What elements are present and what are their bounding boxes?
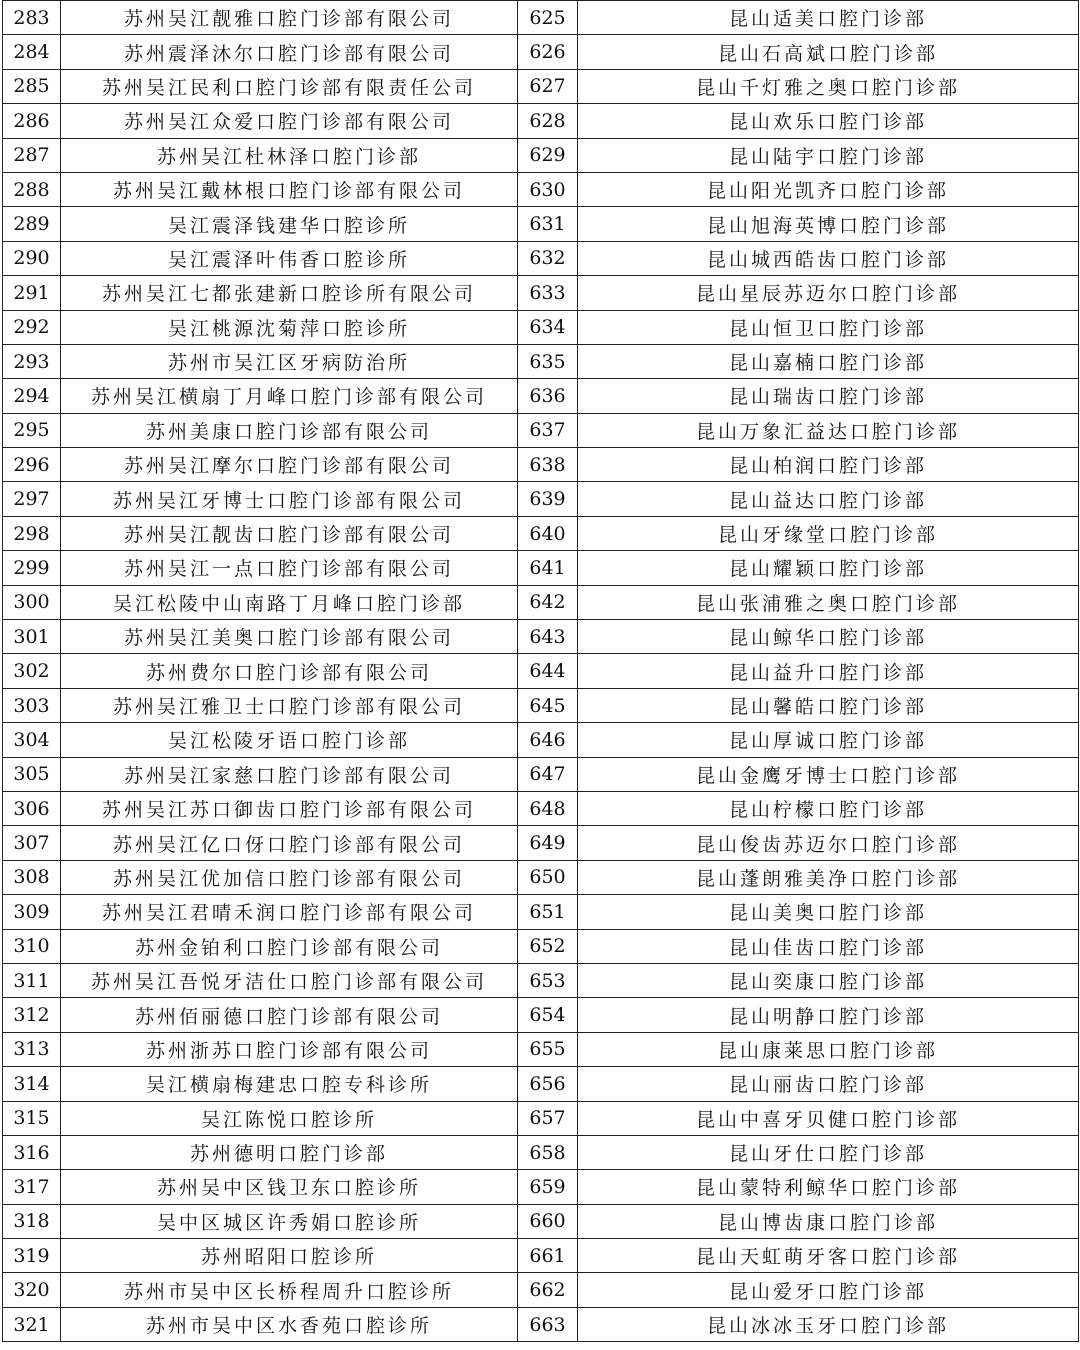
table-row [3, 1135, 1079, 1169]
row-number-left: 316 [3, 1135, 61, 1169]
row-number-left: 308 [3, 860, 61, 894]
clinic-name-left: 苏州吴江靓雅口腔门诊部有限公司 [61, 1, 518, 35]
row-number-right: 662 [518, 1273, 578, 1307]
row-number-left: 319 [3, 1239, 61, 1273]
table-row [3, 929, 1079, 963]
clinic-name-left: 苏州吴江众爱口腔门诊部有限公司 [61, 104, 518, 138]
row-number-left: 287 [3, 138, 61, 172]
clinic-name-left: 苏州吴中区钱卫东口腔诊所 [61, 1170, 518, 1204]
table-row [3, 1067, 1079, 1101]
clinic-name-left: 吴江震泽叶伟香口腔诊所 [61, 241, 518, 275]
row-number-right: 625 [518, 1, 578, 35]
row-number-right: 646 [518, 723, 578, 757]
row-number-left: 292 [3, 310, 61, 344]
table-body [3, 1, 1079, 1342]
row-number-left: 317 [3, 1170, 61, 1204]
clinic-name-left: 苏州吴江牙博士口腔门诊部有限公司 [61, 482, 518, 516]
clinic-name-right: 昆山博齿康口腔门诊部 [578, 1204, 1079, 1238]
row-number-right: 657 [518, 1101, 578, 1135]
row-number-left: 293 [3, 344, 61, 378]
row-number-left: 289 [3, 207, 61, 241]
table-row [3, 1204, 1079, 1238]
clinic-name-left: 吴江陈悦口腔诊所 [61, 1101, 518, 1135]
clinic-name-right: 昆山牙缘堂口腔门诊部 [578, 516, 1079, 550]
clinic-name-left: 苏州吴江吾悦牙洁仕口腔门诊部有限公司 [61, 963, 518, 997]
table-row [3, 585, 1079, 619]
clinic-name-left: 苏州佰丽德口腔门诊部有限公司 [61, 998, 518, 1032]
clinic-name-left: 苏州吴江美奥口腔门诊部有限公司 [61, 620, 518, 654]
row-number-left: 295 [3, 413, 61, 447]
table-row [3, 241, 1079, 275]
clinic-name-left: 苏州吴江亿口伢口腔门诊部有限公司 [61, 826, 518, 860]
table-row [3, 723, 1079, 757]
clinic-name-right: 昆山城西皓齿口腔门诊部 [578, 241, 1079, 275]
row-number-left: 296 [3, 448, 61, 482]
row-number-right: 639 [518, 482, 578, 516]
clinic-name-left: 吴江横扇梅建忠口腔专科诊所 [61, 1067, 518, 1101]
row-number-right: 626 [518, 35, 578, 69]
row-number-left: 300 [3, 585, 61, 619]
table-row [3, 207, 1079, 241]
table-row [3, 172, 1079, 206]
row-number-right: 651 [518, 895, 578, 929]
table-row [3, 1101, 1079, 1135]
clinic-name-left: 苏州昭阳口腔诊所 [61, 1239, 518, 1273]
clinic-name-left: 苏州吴江苏口御齿口腔门诊部有限公司 [61, 791, 518, 825]
table-row [3, 104, 1079, 138]
clinic-name-right: 昆山耀颖口腔门诊部 [578, 551, 1079, 585]
row-number-left: 310 [3, 929, 61, 963]
table-row [3, 310, 1079, 344]
clinic-name-right: 昆山张浦雅之奥口腔门诊部 [578, 585, 1079, 619]
row-number-right: 640 [518, 516, 578, 550]
table-row [3, 69, 1079, 103]
row-number-right: 630 [518, 172, 578, 206]
clinic-name-left: 苏州金铂利口腔门诊部有限公司 [61, 929, 518, 963]
row-number-left: 321 [3, 1307, 61, 1341]
row-number-right: 628 [518, 104, 578, 138]
clinic-name-left: 苏州吴江雅卫士口腔门诊部有限公司 [61, 688, 518, 722]
clinic-name-left: 苏州吴江横扇丁月峰口腔门诊部有限公司 [61, 379, 518, 413]
table-row [3, 998, 1079, 1032]
clinic-name-right: 昆山中喜牙贝健口腔门诊部 [578, 1101, 1079, 1135]
table-row [3, 757, 1079, 791]
clinic-name-right: 昆山美奥口腔门诊部 [578, 895, 1079, 929]
row-number-left: 302 [3, 654, 61, 688]
clinic-name-right: 昆山蒙特利鲸华口腔门诊部 [578, 1170, 1079, 1204]
row-number-right: 652 [518, 929, 578, 963]
table-row [3, 791, 1079, 825]
row-number-left: 305 [3, 757, 61, 791]
clinic-name-left: 苏州市吴中区长桥程周升口腔诊所 [61, 1273, 518, 1307]
clinic-name-left: 苏州吴江一点口腔门诊部有限公司 [61, 551, 518, 585]
clinic-name-right: 昆山嘉楠口腔门诊部 [578, 344, 1079, 378]
clinic-name-right: 昆山适美口腔门诊部 [578, 1, 1079, 35]
clinic-name-right: 昆山明静口腔门诊部 [578, 998, 1079, 1032]
clinic-name-left: 吴江松陵中山南路丁月峰口腔门诊部 [61, 585, 518, 619]
row-number-left: 318 [3, 1204, 61, 1238]
clinic-name-left: 苏州吴江民利口腔门诊部有限责任公司 [61, 69, 518, 103]
clinic-name-right: 昆山旭海英博口腔门诊部 [578, 207, 1079, 241]
row-number-right: 643 [518, 620, 578, 654]
table-row [3, 276, 1079, 310]
row-number-left: 314 [3, 1067, 61, 1101]
clinic-name-left: 苏州美康口腔门诊部有限公司 [61, 413, 518, 447]
table-row [3, 1170, 1079, 1204]
clinic-name-left: 苏州吴江杜林泽口腔门诊部 [61, 138, 518, 172]
clinic-name-right: 昆山益升口腔门诊部 [578, 654, 1079, 688]
clinic-name-left: 苏州市吴江区牙病防治所 [61, 344, 518, 378]
row-number-left: 291 [3, 276, 61, 310]
clinic-name-left: 苏州费尔口腔门诊部有限公司 [61, 654, 518, 688]
row-number-right: 635 [518, 344, 578, 378]
row-number-right: 637 [518, 413, 578, 447]
row-number-left: 298 [3, 516, 61, 550]
table-row [3, 344, 1079, 378]
clinic-name-right: 昆山厚诚口腔门诊部 [578, 723, 1079, 757]
row-number-left: 290 [3, 241, 61, 275]
row-number-left: 297 [3, 482, 61, 516]
row-number-right: 663 [518, 1307, 578, 1341]
table-row [3, 379, 1079, 413]
clinic-list-table [2, 0, 1079, 1342]
clinic-name-left: 苏州吴江戴林根口腔门诊部有限公司 [61, 172, 518, 206]
table-row [3, 826, 1079, 860]
clinic-name-left: 苏州吴江靓齿口腔门诊部有限公司 [61, 516, 518, 550]
clinic-name-right: 昆山俊齿苏迈尔口腔门诊部 [578, 826, 1079, 860]
clinic-name-right: 昆山柠檬口腔门诊部 [578, 791, 1079, 825]
clinic-name-right: 昆山天虹萌牙客口腔门诊部 [578, 1239, 1079, 1273]
clinic-name-right: 昆山牙仕口腔门诊部 [578, 1135, 1079, 1169]
clinic-name-right: 昆山冰冰玉牙口腔门诊部 [578, 1307, 1079, 1341]
row-number-right: 658 [518, 1135, 578, 1169]
row-number-right: 656 [518, 1067, 578, 1101]
row-number-left: 315 [3, 1101, 61, 1135]
row-number-right: 659 [518, 1170, 578, 1204]
row-number-left: 294 [3, 379, 61, 413]
table-row [3, 35, 1079, 69]
row-number-left: 283 [3, 1, 61, 35]
clinic-name-right: 昆山康莱思口腔门诊部 [578, 1032, 1079, 1066]
row-number-left: 301 [3, 620, 61, 654]
clinic-name-right: 昆山欢乐口腔门诊部 [578, 104, 1079, 138]
clinic-name-right: 昆山瑞齿口腔门诊部 [578, 379, 1079, 413]
clinic-name-right: 昆山石高斌口腔门诊部 [578, 35, 1079, 69]
row-number-left: 303 [3, 688, 61, 722]
row-number-left: 284 [3, 35, 61, 69]
row-number-right: 644 [518, 654, 578, 688]
clinic-name-right: 昆山馨皓口腔门诊部 [578, 688, 1079, 722]
row-number-right: 661 [518, 1239, 578, 1273]
clinic-name-left: 苏州浙苏口腔门诊部有限公司 [61, 1032, 518, 1066]
clinic-name-left: 苏州吴江家慈口腔门诊部有限公司 [61, 757, 518, 791]
row-number-left: 311 [3, 963, 61, 997]
clinic-name-right: 昆山丽齿口腔门诊部 [578, 1067, 1079, 1101]
clinic-name-right: 昆山佳齿口腔门诊部 [578, 929, 1079, 963]
row-number-right: 631 [518, 207, 578, 241]
row-number-right: 653 [518, 963, 578, 997]
row-number-left: 306 [3, 791, 61, 825]
row-number-right: 629 [518, 138, 578, 172]
table-row [3, 1, 1079, 35]
row-number-left: 299 [3, 551, 61, 585]
clinic-name-left: 苏州吴江摩尔口腔门诊部有限公司 [61, 448, 518, 482]
table-row [3, 1307, 1079, 1341]
row-number-left: 307 [3, 826, 61, 860]
clinic-name-right: 昆山星辰苏迈尔口腔门诊部 [578, 276, 1079, 310]
clinic-name-left: 吴江桃源沈菊萍口腔诊所 [61, 310, 518, 344]
clinic-name-right: 昆山爱牙口腔门诊部 [578, 1273, 1079, 1307]
clinic-name-right: 昆山恒卫口腔门诊部 [578, 310, 1079, 344]
clinic-name-right: 昆山柏润口腔门诊部 [578, 448, 1079, 482]
table-row [3, 860, 1079, 894]
row-number-left: 313 [3, 1032, 61, 1066]
row-number-right: 634 [518, 310, 578, 344]
row-number-right: 648 [518, 791, 578, 825]
table-row [3, 654, 1079, 688]
table-row [3, 413, 1079, 447]
table-row [3, 963, 1079, 997]
clinic-name-right: 昆山陆宇口腔门诊部 [578, 138, 1079, 172]
row-number-right: 632 [518, 241, 578, 275]
table-row [3, 138, 1079, 172]
clinic-name-right: 昆山鲸华口腔门诊部 [578, 620, 1079, 654]
clinic-name-left: 苏州吴江君晴禾润口腔门诊部有限公司 [61, 895, 518, 929]
row-number-left: 288 [3, 172, 61, 206]
table-row [3, 895, 1079, 929]
table-row [3, 620, 1079, 654]
row-number-right: 660 [518, 1204, 578, 1238]
clinic-name-right: 昆山万象汇益达口腔门诊部 [578, 413, 1079, 447]
table-row [3, 1239, 1079, 1273]
clinic-name-left: 苏州震泽沐尔口腔门诊部有限公司 [61, 35, 518, 69]
row-number-right: 641 [518, 551, 578, 585]
clinic-name-left: 吴江震泽钱建华口腔诊所 [61, 207, 518, 241]
table-row [3, 448, 1079, 482]
table-row [3, 516, 1079, 550]
clinic-name-left: 苏州德明口腔门诊部 [61, 1135, 518, 1169]
row-number-right: 627 [518, 69, 578, 103]
row-number-left: 312 [3, 998, 61, 1032]
clinic-name-right: 昆山益达口腔门诊部 [578, 482, 1079, 516]
row-number-right: 649 [518, 826, 578, 860]
table-row [3, 482, 1079, 516]
row-number-right: 654 [518, 998, 578, 1032]
row-number-left: 320 [3, 1273, 61, 1307]
clinic-name-left: 吴江松陵牙语口腔门诊部 [61, 723, 518, 757]
table-row [3, 551, 1079, 585]
clinic-name-right: 昆山千灯雅之奥口腔门诊部 [578, 69, 1079, 103]
row-number-left: 309 [3, 895, 61, 929]
clinic-name-left: 吴中区城区许秀娟口腔诊所 [61, 1204, 518, 1238]
clinic-name-right: 昆山金鹰牙博士口腔门诊部 [578, 757, 1079, 791]
clinic-name-right: 昆山阳光凯齐口腔门诊部 [578, 172, 1079, 206]
clinic-name-right: 昆山奕康口腔门诊部 [578, 963, 1079, 997]
clinic-name-left: 苏州吴江优加信口腔门诊部有限公司 [61, 860, 518, 894]
row-number-right: 638 [518, 448, 578, 482]
row-number-right: 655 [518, 1032, 578, 1066]
row-number-right: 647 [518, 757, 578, 791]
clinic-name-left: 苏州市吴中区水香苑口腔诊所 [61, 1307, 518, 1341]
row-number-left: 286 [3, 104, 61, 138]
table-row [3, 1032, 1079, 1066]
row-number-left: 304 [3, 723, 61, 757]
table-row [3, 1273, 1079, 1307]
row-number-right: 642 [518, 585, 578, 619]
row-number-right: 650 [518, 860, 578, 894]
clinic-name-left: 苏州吴江七都张建新口腔诊所有限公司 [61, 276, 518, 310]
clinic-name-right: 昆山蓬朗雅美净口腔门诊部 [578, 860, 1079, 894]
row-number-right: 633 [518, 276, 578, 310]
row-number-right: 645 [518, 688, 578, 722]
row-number-left: 285 [3, 69, 61, 103]
row-number-right: 636 [518, 379, 578, 413]
table-row [3, 688, 1079, 722]
